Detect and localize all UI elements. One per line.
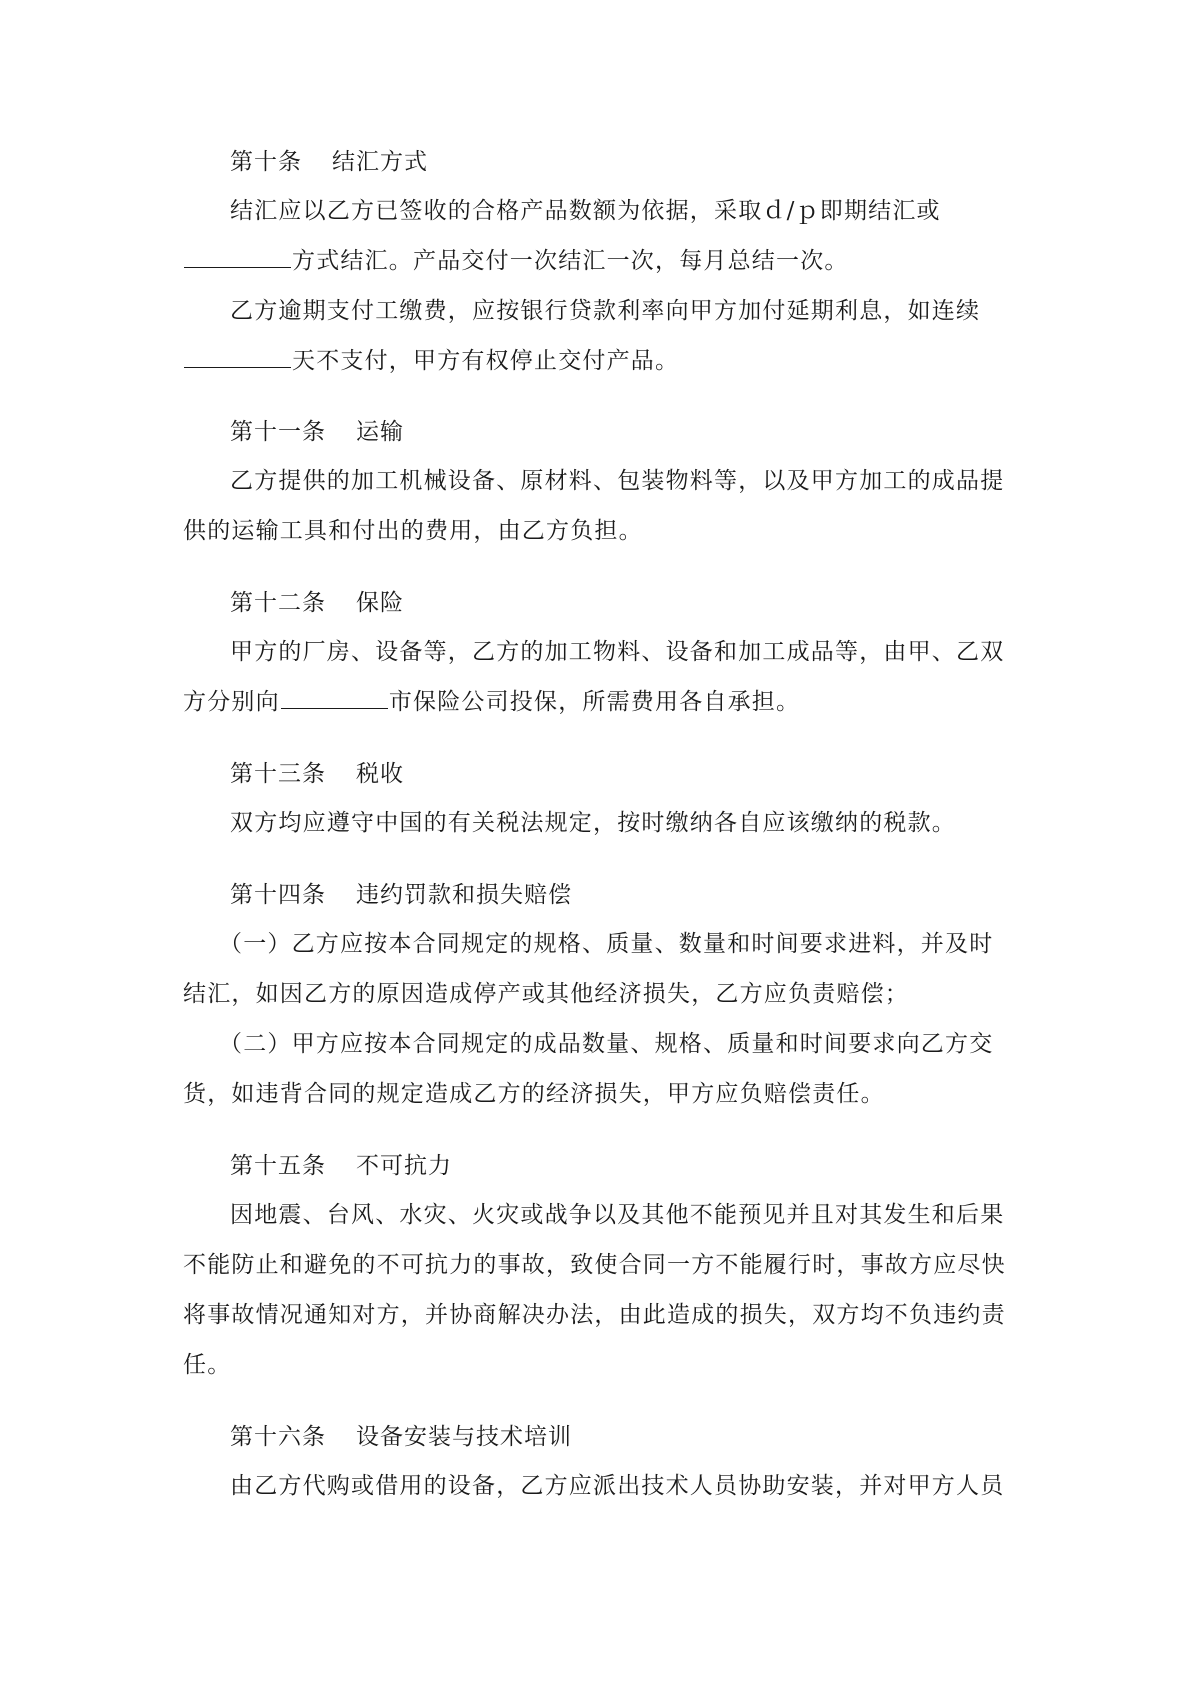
article-number: 第十六条 bbox=[230, 1424, 326, 1450]
article-number: 第十一条 bbox=[230, 419, 326, 445]
text-segment: 将事故情况通知对方，并协商解决办法，由此造成的损失，双方均不负违约责 bbox=[183, 1302, 1006, 1328]
article-12 bbox=[183, 579, 1023, 727]
article-13 bbox=[183, 750, 1023, 848]
text-segment: 方分别向 bbox=[183, 689, 280, 715]
article-heading bbox=[183, 579, 1023, 627]
text-line bbox=[183, 1190, 1023, 1240]
fill-in-blank bbox=[281, 682, 388, 709]
article-text bbox=[183, 1190, 1023, 1390]
article-text bbox=[183, 1461, 1023, 1511]
article-14 bbox=[183, 871, 1023, 1119]
article-16 bbox=[183, 1413, 1023, 1511]
text-segment: 结汇应以乙方已签收的合格产品数额为依据，采取ｄ/ｐ即期结汇或 bbox=[230, 198, 941, 224]
text-segment: （二）甲方应按本合同规定的成品数量、规格、质量和时间要求向乙方交 bbox=[219, 1031, 994, 1057]
article-title: 保险 bbox=[356, 590, 404, 616]
article-heading bbox=[183, 1142, 1023, 1190]
article-text bbox=[183, 919, 1023, 1119]
article-title: 不可抗力 bbox=[356, 1153, 452, 1179]
document-body bbox=[183, 138, 1023, 1534]
article-number: 第十三条 bbox=[230, 761, 326, 787]
text-segment: 双方均应遵守中国的有关税法规定，按时缴纳各自应该缴纳的税款。 bbox=[230, 810, 956, 836]
text-segment: 货，如违背合同的规定造成乙方的经济损失，甲方应负赔偿责任。 bbox=[183, 1081, 885, 1107]
text-segment: 乙方提供的加工机械设备、原材料、包装物料等，以及甲方加工的成品提 bbox=[230, 468, 1005, 494]
article-number: 第十二条 bbox=[230, 590, 326, 616]
article-title: 税收 bbox=[356, 761, 404, 787]
text-segment: 不能防止和避免的不可抗力的事故，致使合同一方不能履行时，事故方应尽快 bbox=[183, 1252, 1006, 1278]
article-10 bbox=[183, 138, 1023, 386]
text-line bbox=[183, 677, 1023, 727]
text-segment: 由乙方代购或借用的设备，乙方应派出技术人员协助安装，并对甲方人员 bbox=[230, 1473, 1005, 1499]
fill-in-blank bbox=[184, 241, 291, 268]
article-heading bbox=[183, 750, 1023, 798]
text-line bbox=[183, 969, 1023, 1019]
text-line bbox=[183, 1240, 1023, 1290]
article-title: 违约罚款和损失赔偿 bbox=[356, 882, 572, 908]
article-title: 设备安装与技术培训 bbox=[356, 1424, 572, 1450]
article-title: 结汇方式 bbox=[332, 149, 428, 175]
article-number: 第十五条 bbox=[230, 1153, 326, 1179]
text-segment: 乙方逾期支付工缴费，应按银行贷款利率向甲方加付延期利息，如连续 bbox=[230, 298, 981, 324]
fill-in-blank bbox=[184, 341, 291, 368]
article-number: 第十条 bbox=[230, 149, 302, 175]
text-segment: 甲方的厂房、设备等，乙方的加工物料、设备和加工成品等，由甲、乙双 bbox=[230, 639, 1005, 665]
article-text bbox=[183, 186, 1023, 386]
text-line bbox=[183, 1290, 1023, 1340]
article-15 bbox=[183, 1142, 1023, 1390]
text-segment: 方式结汇。产品交付一次结汇一次，每月总结一次。 bbox=[292, 248, 849, 274]
text-segment: 结汇，如因乙方的原因造成停产或其他经济损失，乙方应负责赔偿； bbox=[183, 981, 909, 1007]
article-title: 运输 bbox=[356, 419, 404, 445]
article-text bbox=[183, 798, 1023, 848]
article-heading bbox=[183, 1413, 1023, 1461]
text-line bbox=[183, 236, 1023, 286]
text-line bbox=[183, 919, 1023, 969]
article-heading bbox=[183, 871, 1023, 919]
article-heading bbox=[183, 138, 1023, 186]
text-segment: 任。 bbox=[183, 1352, 232, 1378]
article-heading bbox=[183, 408, 1023, 456]
text-line bbox=[183, 286, 1023, 336]
text-line bbox=[183, 1340, 1023, 1390]
text-line bbox=[183, 627, 1023, 677]
text-line bbox=[183, 506, 1023, 556]
text-line bbox=[183, 1461, 1023, 1511]
article-number: 第十四条 bbox=[230, 882, 326, 908]
text-segment: 天不支付，甲方有权停止交付产品。 bbox=[292, 348, 680, 374]
text-line bbox=[183, 798, 1023, 848]
text-line bbox=[183, 1069, 1023, 1119]
text-segment: （一）乙方应按本合同规定的规格、质量、数量和时间要求进料，并及时 bbox=[219, 931, 994, 957]
text-segment: 市保险公司投保，所需费用各自承担。 bbox=[388, 689, 801, 715]
article-text bbox=[183, 627, 1023, 727]
article-text bbox=[183, 456, 1023, 556]
text-segment: 因地震、台风、水灾、火灾或战争以及其他不能预见并且对其发生和后果 bbox=[230, 1202, 1005, 1228]
text-segment: 供的运输工具和付出的费用，由乙方负担。 bbox=[183, 518, 643, 544]
article-11 bbox=[183, 408, 1023, 556]
text-line bbox=[183, 336, 1023, 386]
text-line bbox=[183, 456, 1023, 506]
text-line bbox=[183, 1019, 1023, 1069]
text-line bbox=[183, 186, 1023, 236]
